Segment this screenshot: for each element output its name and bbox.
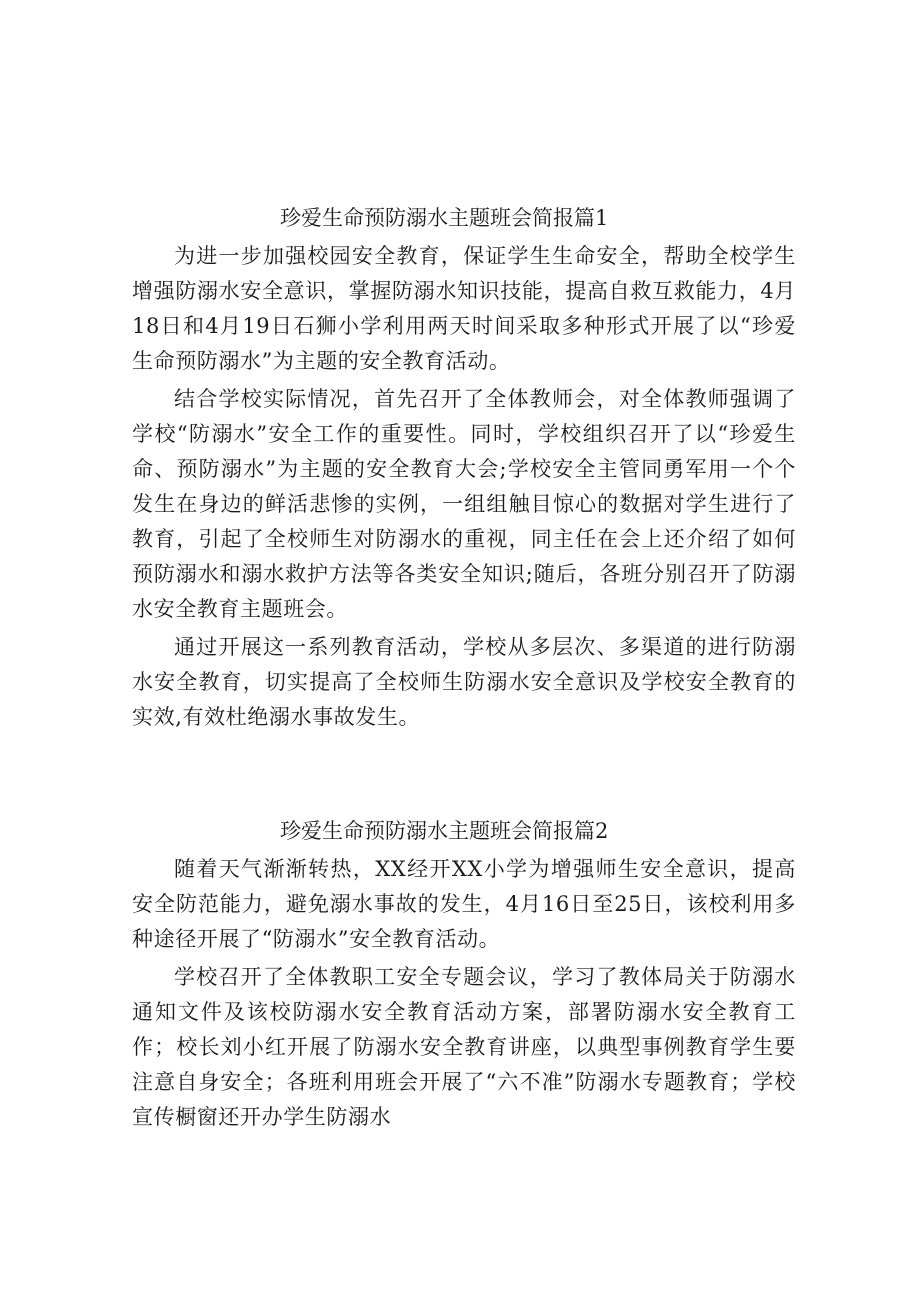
report-section-2 [132,813,796,1135]
section-2-title: 珍爱生命预防溺水主题班会简报篇2 [280,819,609,843]
section-1-title: 珍爱生命预防溺水主题班会简报篇1 [280,206,609,230]
section-1-paragraph-1: 为进一步加强校园安全教育，保证学生生命安全，帮助全校学生增强防溺水安全意识，掌握防溺水知识技能，提高自救互救能力，4月18日和4月19日石狮小学利用两天时间采取多种形式开展了以“珍爱生命预防溺水”为主题的安全教育活动。 [132,244,796,373]
section-2-paragraph-2: 学校召开了全体教职工安全专题会议，学习了教体局关于防溺水通知文件及该校防溺水安全教育活动方案，部署防溺水安全教育工作；校长刘小红开展了防溺水安全教育讲座，以典型事例教育学生要注意自身安全；各班利用班会开展了“六不准”防溺水专题教育；学校宣传橱窗还开办学生防溺水 [132,965,796,1129]
section-1-paragraph-3: 通过开展这一系列教育活动，学校从多层次、多渠道的进行防溺水安全教育，切实提高了全校师生防溺水安全意识及学校安全教育的实效,有效杜绝溺水事故发生。 [132,635,796,729]
section-2-paragraph-1: 随着天气渐渐转热，XX经开XX小学为增强师生安全意识，提高安全防范能力，避免溺水事故的发生，4月16日至25日，该校利用多种途径开展了“防溺水”安全教育活动。 [132,857,796,951]
section-1-paragraph-2: 结合学校实际情况，首先召开了全体教师会，对全体教师强调了学校“防溺水”安全工作的重要性。同时，学校组织召开了以“珍爱生命、预防溺水”为主题的安全教育大会;学校安全主管同勇军用一个个发生在身边的鲜活悲惨的实例，一组组触目惊心的数据对学生进行了教育，引起了全校师生对防溺水的重视，同主任在会上还介绍了如何预防溺水和溺水救护方法等各类安全知识;随后，各班分别召开了防溺水安全教育主题班会。 [132,387,796,621]
report-section-1 [132,200,796,735]
